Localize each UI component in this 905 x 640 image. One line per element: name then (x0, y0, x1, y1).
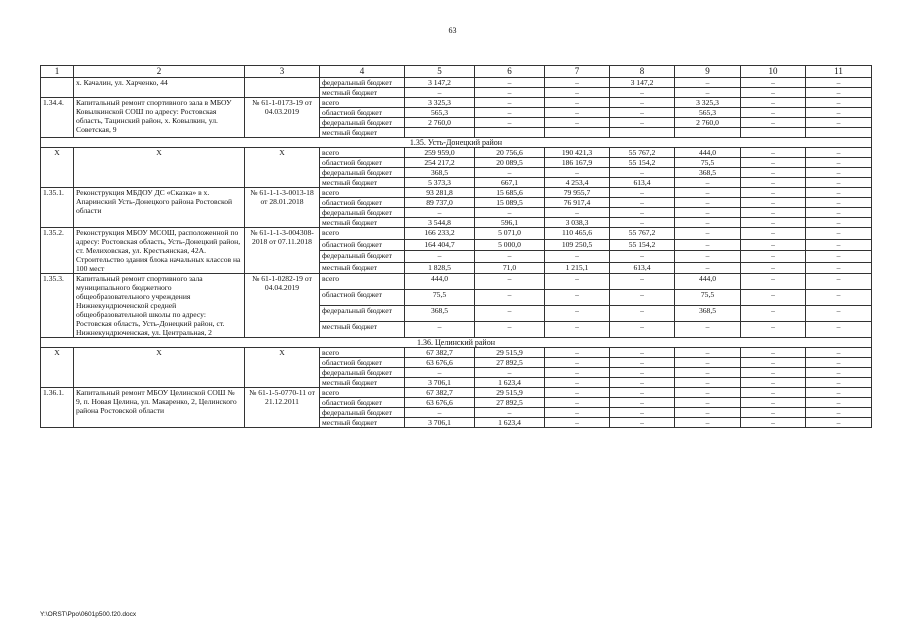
amount-cell: – (475, 208, 545, 218)
amount-cell: 368,5 (405, 168, 475, 178)
amount-cell: 368,5 (675, 306, 741, 322)
section-row (41, 338, 872, 348)
amount-cell: – (806, 148, 872, 158)
amount-cell: – (610, 418, 675, 428)
amount-cell: – (475, 168, 545, 178)
item-registration: № 61-1-1-3-0013-18 от 28.01.2018 (245, 188, 320, 228)
amount-cell: – (545, 348, 610, 358)
amount-cell: 3 325,3 (405, 98, 475, 108)
amount-cell: 20 089,5 (475, 158, 545, 168)
column-header: 11 (806, 66, 872, 78)
amount-cell: – (610, 251, 675, 263)
amount-cell: – (610, 322, 675, 338)
column-header: 8 (610, 66, 675, 78)
amount-cell: – (741, 418, 806, 428)
amount-cell: – (610, 348, 675, 358)
budget-source: местный бюджет (320, 322, 405, 338)
amount-cell: – (545, 306, 610, 322)
amount-cell: – (675, 358, 741, 368)
budget-source: федеральный бюджет (320, 118, 405, 128)
column-header: 1 (41, 66, 74, 78)
item-registration: № 61-1-5-0770-11 от 21.12.2011 (245, 388, 320, 428)
amount-cell: – (806, 168, 872, 178)
budget-source: федеральный бюджет (320, 251, 405, 263)
budget-source: федеральный бюджет (320, 368, 405, 378)
amount-cell: 71,0 (475, 262, 545, 274)
column-header: 5 (405, 66, 475, 78)
amount-cell: – (405, 322, 475, 338)
amount-cell: – (806, 274, 872, 290)
budget-source: всего (320, 388, 405, 398)
amount-cell: – (675, 398, 741, 408)
amount-cell: – (741, 408, 806, 418)
amount-cell: – (675, 88, 741, 98)
table-row (41, 228, 872, 240)
budget-source: местный бюджет (320, 418, 405, 428)
amount-cell: – (610, 368, 675, 378)
amount-cell: – (806, 228, 872, 240)
budget-source: федеральный бюджет (320, 408, 405, 418)
amount-cell: – (741, 178, 806, 188)
item-registration: № 61-1-0173-19 от 04.03.2019 (245, 98, 320, 138)
amount-cell: 667,1 (475, 178, 545, 188)
column-header: 7 (545, 66, 610, 78)
amount-cell: – (675, 188, 741, 198)
amount-cell: – (545, 388, 610, 398)
amount-cell: 5 373,3 (405, 178, 475, 188)
amount-cell: – (545, 118, 610, 128)
amount-cell: 166 233,2 (405, 228, 475, 240)
budget-source: местный бюджет (320, 88, 405, 98)
amount-cell: – (741, 188, 806, 198)
amount-cell: 3 706,1 (405, 378, 475, 388)
amount-cell: – (545, 251, 610, 263)
amount-cell: – (475, 88, 545, 98)
amount-cell: 67 382,7 (405, 348, 475, 358)
amount-cell: – (610, 98, 675, 108)
amount-cell: – (610, 358, 675, 368)
amount-cell: 444,0 (675, 148, 741, 158)
amount-cell: – (545, 168, 610, 178)
amount-cell: 596,1 (475, 218, 545, 228)
amount-cell: – (545, 378, 610, 388)
amount-cell: 444,0 (405, 274, 475, 290)
amount-cell: – (405, 88, 475, 98)
amount-cell: 27 892,5 (475, 398, 545, 408)
amount-cell: – (675, 378, 741, 388)
budget-source: областной бюджет (320, 290, 405, 306)
amount-cell: 3 038,3 (545, 218, 610, 228)
budget-source: местный бюджет (320, 218, 405, 228)
section-title: 1.35. Усть-Донецкий район (41, 138, 872, 148)
column-header: 3 (245, 66, 320, 78)
amount-cell: – (741, 358, 806, 368)
amount-cell: 2 760,0 (675, 118, 741, 128)
budget-source: всего (320, 348, 405, 358)
amount-cell: – (405, 208, 475, 218)
amount-cell (405, 128, 475, 138)
amount-cell: 75,5 (675, 290, 741, 306)
budget-source: всего (320, 188, 405, 198)
amount-cell: – (741, 148, 806, 158)
item-number: Х (41, 348, 74, 388)
amount-cell: – (741, 108, 806, 118)
amount-cell: – (741, 78, 806, 88)
amount-cell: 613,4 (610, 262, 675, 274)
amount-cell: 75,5 (675, 158, 741, 168)
amount-cell: – (545, 274, 610, 290)
table-row (41, 188, 872, 198)
amount-cell: – (610, 306, 675, 322)
amount-cell: 1 215,1 (545, 262, 610, 274)
column-header: 9 (675, 66, 741, 78)
amount-cell: – (610, 218, 675, 228)
amount-cell: 565,3 (405, 108, 475, 118)
table-row (41, 148, 872, 158)
amount-cell: – (741, 368, 806, 378)
amount-cell: – (610, 198, 675, 208)
amount-cell: – (475, 251, 545, 263)
amount-cell: 254 217,2 (405, 158, 475, 168)
item-number-cell (41, 78, 74, 98)
amount-cell: – (675, 78, 741, 88)
amount-cell: – (675, 262, 741, 274)
amount-cell: – (475, 274, 545, 290)
page-number: 63 (448, 26, 457, 35)
budget-source: федеральный бюджет (320, 78, 405, 88)
column-header: 4 (320, 66, 405, 78)
amount-cell: – (741, 262, 806, 274)
amount-cell: – (545, 322, 610, 338)
amount-cell: – (675, 348, 741, 358)
amount-cell: – (610, 118, 675, 128)
amount-cell: – (806, 178, 872, 188)
amount-cell: – (806, 251, 872, 263)
amount-cell: – (806, 398, 872, 408)
amount-cell: – (610, 108, 675, 118)
amount-cell: – (806, 358, 872, 368)
amount-cell: – (806, 208, 872, 218)
amount-cell: – (545, 208, 610, 218)
amount-cell: – (475, 108, 545, 118)
amount-cell: 63 676,6 (405, 358, 475, 368)
amount-cell: – (806, 322, 872, 338)
amount-cell: 186 167,9 (545, 158, 610, 168)
amount-cell: – (806, 306, 872, 322)
amount-cell: 164 404,7 (405, 239, 475, 251)
column-header: 2 (74, 66, 245, 78)
amount-cell: 55 767,2 (610, 148, 675, 158)
amount-cell: 190 421,3 (545, 148, 610, 158)
item-number: 1.35.3. (41, 274, 74, 338)
budget-source: местный бюджет (320, 128, 405, 138)
amount-cell: – (806, 88, 872, 98)
amount-cell (475, 128, 545, 138)
section-row (41, 138, 872, 148)
amount-cell: 1 623,4 (475, 378, 545, 388)
amount-cell (675, 128, 741, 138)
amount-cell: – (806, 158, 872, 168)
amount-cell: 5 071,0 (475, 228, 545, 240)
budget-source: местный бюджет (320, 178, 405, 188)
amount-cell: – (675, 239, 741, 251)
amount-cell: – (741, 88, 806, 98)
budget-source: всего (320, 228, 405, 240)
amount-cell: – (806, 188, 872, 198)
amount-cell: 613,4 (610, 178, 675, 188)
amount-cell: 20 756,6 (475, 148, 545, 158)
amount-cell: – (741, 198, 806, 208)
amount-cell: 76 917,4 (545, 198, 610, 208)
amount-cell: – (610, 274, 675, 290)
column-header: 10 (741, 66, 806, 78)
amount-cell: – (610, 88, 675, 98)
amount-cell: – (675, 322, 741, 338)
amount-cell: 110 465,6 (545, 228, 610, 240)
amount-cell: 15 685,6 (475, 188, 545, 198)
section-title: 1.36. Целинский район (41, 338, 872, 348)
amount-cell: 4 253,4 (545, 178, 610, 188)
budget-table (40, 65, 872, 428)
amount-cell: 3 147,2 (405, 78, 475, 88)
amount-cell: – (675, 251, 741, 263)
amount-cell: 5 000,0 (475, 239, 545, 251)
amount-cell: – (545, 398, 610, 408)
amount-cell (545, 128, 610, 138)
amount-cell: – (741, 251, 806, 263)
item-number: 1.35.2. (41, 228, 74, 274)
item-description: Капитальный ремонт спортивного зала в МБОУ Ковылкинской СОШ по адресу: Ростовская область, Тацинский район, х. Ковылкин, ул. Советская, 9 (74, 98, 245, 138)
item-registration (245, 78, 320, 98)
amount-cell: – (610, 208, 675, 218)
amount-cell: – (806, 388, 872, 398)
amount-cell: – (741, 388, 806, 398)
amount-cell: – (610, 290, 675, 306)
amount-cell: – (741, 378, 806, 388)
amount-cell: – (675, 368, 741, 378)
amount-cell: 55 154,2 (610, 239, 675, 251)
amount-cell: – (545, 418, 610, 428)
amount-cell: – (741, 239, 806, 251)
amount-cell: – (475, 408, 545, 418)
amount-cell: – (545, 368, 610, 378)
item-number: 1.35.1. (41, 188, 74, 228)
amount-cell: 565,3 (675, 108, 741, 118)
amount-cell: 444,0 (675, 274, 741, 290)
amount-cell: – (545, 98, 610, 108)
budget-source: областной бюджет (320, 239, 405, 251)
amount-cell: 1 623,4 (475, 418, 545, 428)
amount-cell: – (741, 158, 806, 168)
amount-cell: – (675, 408, 741, 418)
amount-cell: 259 959,0 (405, 148, 475, 158)
amount-cell: 3 544,8 (405, 218, 475, 228)
item-registration: № 61-1-1-3-004308-2018 от 07.11.2018 (245, 228, 320, 274)
amount-cell: – (545, 290, 610, 306)
amount-cell: 63 676,6 (405, 398, 475, 408)
amount-cell: 55 767,2 (610, 228, 675, 240)
budget-source: областной бюджет (320, 398, 405, 408)
budget-source: федеральный бюджет (320, 306, 405, 322)
amount-cell: – (405, 251, 475, 263)
item-number: Х (41, 148, 74, 188)
amount-cell: – (610, 168, 675, 178)
amount-cell: – (806, 290, 872, 306)
header-row (41, 66, 872, 78)
amount-cell: 368,5 (675, 168, 741, 178)
budget-source: всего (320, 274, 405, 290)
amount-cell: – (610, 388, 675, 398)
amount-cell: – (610, 378, 675, 388)
item-description: Капитальный ремонт спортивного зала муниципального бюджетного общеобразовательного учреждения Нижнекундрюченской средней общеобразовательной школы по адресу: Ростовская область, Усть-Донецкий район, ст. Нижнекундрюченская, ул. Центральная, 2 (74, 274, 245, 338)
amount-cell: 2 760,0 (405, 118, 475, 128)
amount-cell: – (806, 98, 872, 108)
item-description: Х (74, 348, 245, 388)
amount-cell: – (475, 306, 545, 322)
amount-cell: 79 955,7 (545, 188, 610, 198)
amount-cell: – (475, 118, 545, 128)
amount-cell: 3 147,2 (610, 78, 675, 88)
amount-cell: – (806, 418, 872, 428)
amount-cell: – (806, 378, 872, 388)
amount-cell: – (806, 218, 872, 228)
budget-source: областной бюджет (320, 358, 405, 368)
amount-cell: – (475, 78, 545, 88)
amount-cell: – (675, 178, 741, 188)
table-row (41, 388, 872, 398)
amount-cell: 89 737,0 (405, 198, 475, 208)
amount-cell: – (741, 274, 806, 290)
table-row (41, 78, 872, 88)
amount-cell: – (475, 322, 545, 338)
item-description: Капитальный ремонт МБОУ Целинской СОШ № 9, п. Новая Целина, ул. Макаренко, 2, Целинского района Ростовской области (74, 388, 245, 428)
item-number: 1.36.1. (41, 388, 74, 428)
budget-source: местный бюджет (320, 378, 405, 388)
amount-cell (741, 128, 806, 138)
amount-cell: – (741, 348, 806, 358)
amount-cell: 29 515,9 (475, 348, 545, 358)
amount-cell: – (741, 398, 806, 408)
item-number: 1.34.4. (41, 98, 74, 138)
amount-cell: – (806, 368, 872, 378)
amount-cell: – (545, 78, 610, 88)
amount-cell: – (675, 198, 741, 208)
item-description: Реконструкция МБДОУ ДС «Сказка» в х. Апаринский Усть-Донецкого района Ростовской области (74, 188, 245, 228)
amount-cell: – (475, 368, 545, 378)
budget-source: областной бюджет (320, 198, 405, 208)
file-path-footer: Y:\ORST\Ppo\0601p500.f20.docx (40, 611, 137, 618)
item-description: Х (74, 148, 245, 188)
budget-source: областной бюджет (320, 158, 405, 168)
amount-cell: – (675, 218, 741, 228)
amount-cell: – (806, 108, 872, 118)
amount-cell: – (741, 228, 806, 240)
amount-cell: 3 325,3 (675, 98, 741, 108)
amount-cell (806, 128, 872, 138)
amount-cell: – (741, 322, 806, 338)
amount-cell: – (675, 228, 741, 240)
budget-source: местный бюджет (320, 262, 405, 274)
amount-cell: 109 250,5 (545, 239, 610, 251)
amount-cell: – (741, 290, 806, 306)
budget-source: федеральный бюджет (320, 168, 405, 178)
amount-cell: – (675, 388, 741, 398)
amount-cell: – (806, 198, 872, 208)
amount-cell: 55 154,2 (610, 158, 675, 168)
amount-cell: – (806, 78, 872, 88)
amount-cell: 27 892,5 (475, 358, 545, 368)
amount-cell: – (675, 208, 741, 218)
amount-cell: – (741, 118, 806, 128)
amount-cell: – (806, 348, 872, 358)
table-row (41, 98, 872, 108)
amount-cell: – (405, 408, 475, 418)
amount-cell: – (475, 290, 545, 306)
amount-cell: 93 281,8 (405, 188, 475, 198)
amount-cell: – (741, 98, 806, 108)
budget-source: всего (320, 148, 405, 158)
amount-cell: 67 382,7 (405, 388, 475, 398)
table-row (41, 348, 872, 358)
amount-cell: – (475, 98, 545, 108)
amount-cell: 3 706,1 (405, 418, 475, 428)
amount-cell: – (610, 408, 675, 418)
amount-cell: – (806, 262, 872, 274)
amount-cell: 368,5 (405, 306, 475, 322)
item-registration: № 61-1-0282-19 от 04.04.2019 (245, 274, 320, 338)
amount-cell: – (806, 118, 872, 128)
amount-cell: – (545, 88, 610, 98)
amount-cell: – (741, 208, 806, 218)
item-registration: Х (245, 148, 320, 188)
column-header: 6 (475, 66, 545, 78)
amount-cell (610, 128, 675, 138)
amount-cell: – (545, 358, 610, 368)
budget-source: всего (320, 98, 405, 108)
item-description: х. Качалин, ул. Харченко, 44 (74, 78, 245, 98)
amount-cell: – (545, 108, 610, 118)
amount-cell: – (610, 398, 675, 408)
item-description: Реконструкция МБОУ МСОШ, расположенной по адресу: Ростовская область, Усть-Донецкий район, ст. Мелиховская, ул. Крестьянская, 42А. Строительство здания блока начальных классов на 100 мест (74, 228, 245, 274)
amount-cell: – (741, 218, 806, 228)
amount-cell: – (610, 188, 675, 198)
budget-source: областной бюджет (320, 108, 405, 118)
amount-cell: – (741, 168, 806, 178)
item-registration: Х (245, 348, 320, 388)
amount-cell: 15 089,5 (475, 198, 545, 208)
amount-cell: 29 515,9 (475, 388, 545, 398)
amount-cell: – (545, 408, 610, 418)
amount-cell: 1 828,5 (405, 262, 475, 274)
budget-source: федеральный бюджет (320, 208, 405, 218)
amount-cell: – (405, 368, 475, 378)
table-row (41, 274, 872, 290)
amount-cell: – (806, 239, 872, 251)
amount-cell: – (806, 408, 872, 418)
amount-cell: – (675, 418, 741, 428)
amount-cell: – (741, 306, 806, 322)
amount-cell: 75,5 (405, 290, 475, 306)
